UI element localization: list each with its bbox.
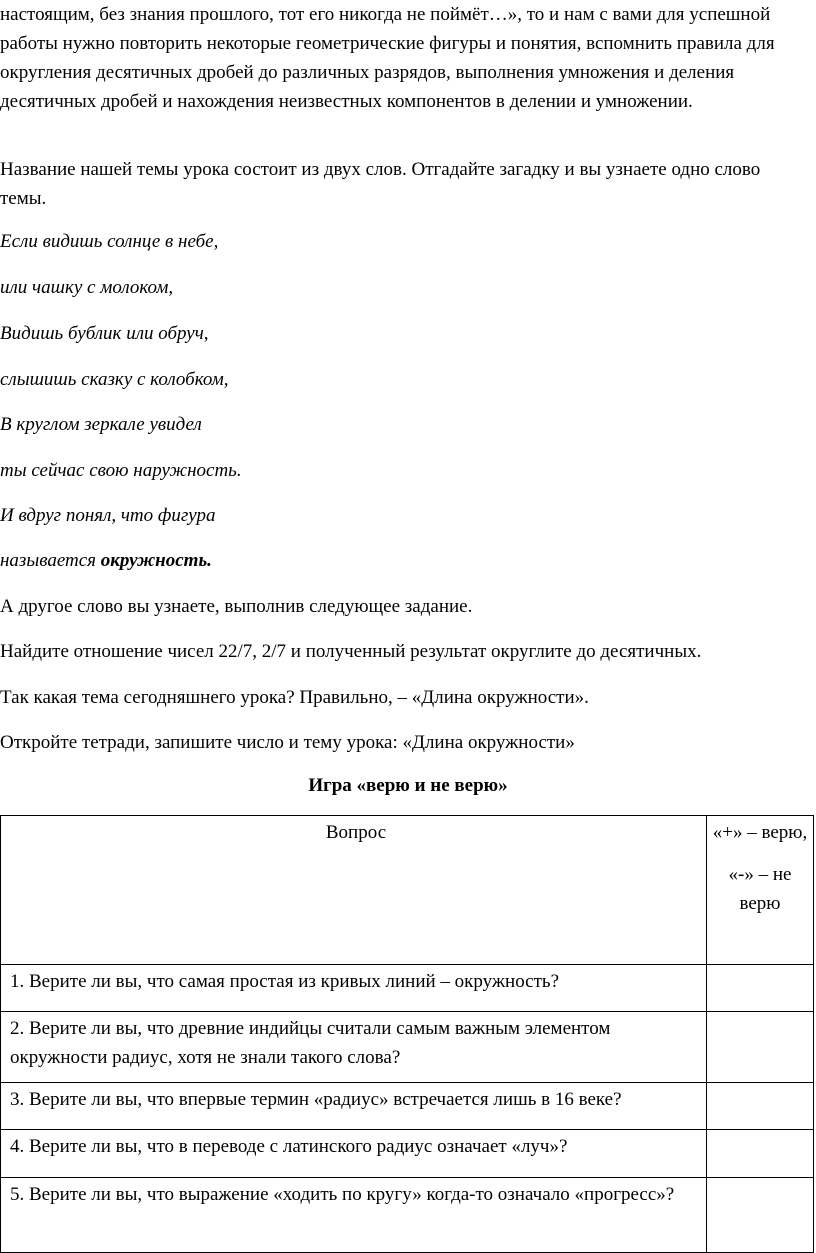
- riddle-line-2: или чашку с молоком,: [0, 277, 174, 298]
- riddle-line-1: Если видишь солнце в небе,: [0, 231, 219, 252]
- table-row: [1, 1012, 814, 1083]
- answer-cell-4[interactable]: [707, 1130, 814, 1178]
- riddle-line-8-prefix: называется: [0, 550, 101, 571]
- question-cell-4: 4. Верите ли вы, что в переводе с латинского радиус означает «луч»?: [1, 1130, 707, 1178]
- riddle-line-4: слышишь сказку с колобком,: [0, 369, 229, 390]
- riddle-line-8: [0, 549, 212, 573]
- table-row: [1, 1083, 814, 1130]
- header-answer-line-1: «+» – верю,: [712, 822, 808, 843]
- header-question-cell: Вопрос: [1, 816, 707, 965]
- riddle-line-6: ты сейчас свою наружность.: [0, 460, 242, 481]
- game-title: Игра «верю и не верю»: [308, 775, 508, 796]
- header-answer-line-2: «-» – не верю: [728, 864, 792, 914]
- table-row: [1, 1130, 814, 1178]
- header-answer-cell: [707, 816, 814, 965]
- notebook-instruction-paragraph: Откройте тетради, запишите число и тему урока: «Длина окружности»: [0, 732, 575, 753]
- answer-cell-1[interactable]: [707, 965, 814, 1012]
- game-table: [0, 815, 814, 1253]
- question-cell-1: 1. Верите ли вы, что самая простая из кривых линий – окружность?: [1, 965, 707, 1012]
- riddle-line-3: Видишь бублик или обруч,: [0, 323, 209, 344]
- answer-cell-2[interactable]: [707, 1012, 814, 1083]
- riddle-line-7: И вдруг понял, что фигура: [0, 505, 216, 526]
- question-cell-5: 5. Верите ли вы, что выражение «ходить по кругу» когда-то означало «прогресс»?: [1, 1178, 707, 1253]
- question-cell-3: 3. Верите ли вы, что впервые термин «радиус» встречается лишь в 16 веке?: [1, 1083, 707, 1130]
- task-paragraph-2: Найдите отношение чисел 22/7, 2/7 и полученный результат округлите до десятичных.: [0, 641, 702, 662]
- intro-paragraph: настоящим, без знания прошлого, тот его никогда не поймёт…», то и нам с вами для успешной работы нужно повторить некоторые геометрические фигуры и понятия, вспомнить правила для округления десятичных дробей до различных разрядов, выполнения умножения и деления десятичных дробей и нахождения неизвестных компонентов в делении и умножении.: [0, 4, 775, 112]
- riddle-intro-paragraph: Название нашей темы урока состоит из двух слов. Отгадайте загадку и вы узнаете одно слово темы.: [0, 159, 761, 209]
- riddle-answer: окружность.: [100, 550, 212, 571]
- table-row: [1, 965, 814, 1012]
- answer-cell-3[interactable]: [707, 1083, 814, 1130]
- riddle-line-5: В круглом зеркале увидел: [0, 414, 202, 435]
- answer-cell-5[interactable]: [707, 1178, 814, 1253]
- question-cell-2: 2. Верите ли вы, что древние индийцы считали самым важным элементом окружности радиус, хотя не знали такого слова?: [1, 1012, 707, 1083]
- table-row: [1, 1178, 814, 1253]
- task-paragraph-1: А другое слово вы узнаете, выполнив следующее задание.: [0, 596, 473, 617]
- lesson-topic-paragraph: Так какая тема сегодняшнего урока? Правильно, – «Длина окружности».: [0, 687, 589, 708]
- table-header-row: [1, 816, 814, 965]
